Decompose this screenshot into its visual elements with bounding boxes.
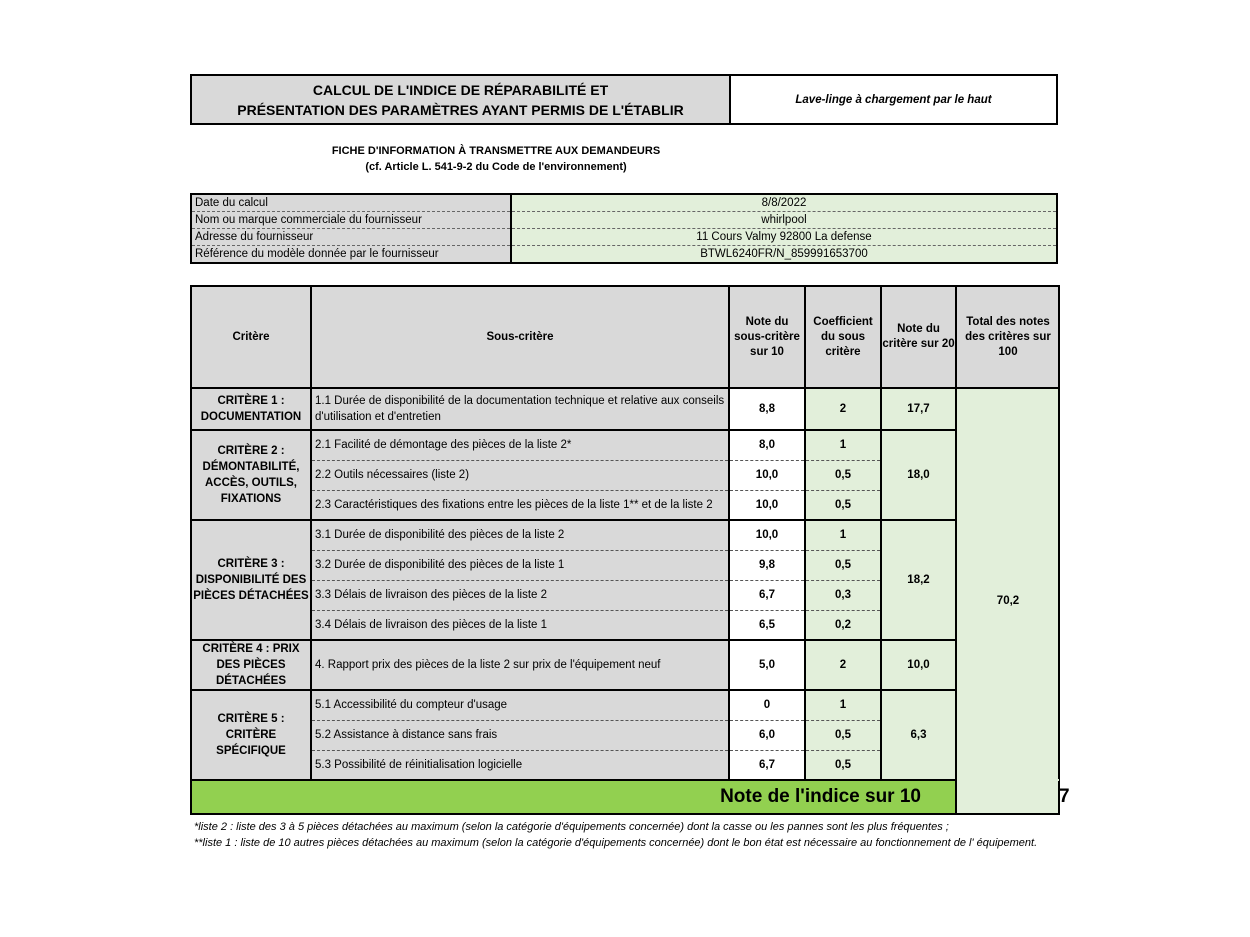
- sub-criterion-5-3: 5.3 Possibilité de réinitialisation logicielle: [311, 750, 729, 780]
- sub-criterion-3-3: 3.3 Délais de livraison des pièces de la liste 2: [311, 580, 729, 610]
- coef-3-3: 0,3: [805, 580, 881, 610]
- info-row: [191, 229, 1057, 246]
- coef-2-2: 0,5: [805, 460, 881, 490]
- note-5-3: 6,7: [729, 750, 805, 780]
- footnotes: [194, 819, 1054, 851]
- header-total: Total des notes des critères sur 100: [956, 286, 1059, 388]
- header-note-sous-critere: Note du sous-critère sur 10: [729, 286, 805, 388]
- coef-5-1: 1: [805, 690, 881, 720]
- note-3-1: 10,0: [729, 520, 805, 550]
- info-row: [191, 194, 1057, 212]
- score-criterion-2: 18,0: [881, 430, 956, 520]
- sub-criterion-4: 4. Rapport prix des pièces de la liste 2 sur prix de l'équipement neuf: [311, 640, 729, 690]
- header-sous-critere: Sous-critère: [311, 286, 729, 388]
- coef-2-1: 1: [805, 430, 881, 460]
- criterion-3: CRITÈRE 3 : DISPONIBILITÉ DES PIÈCES DÉTACHÉES: [191, 520, 311, 640]
- info-label: Adresse du fournisseur: [191, 229, 511, 246]
- header-coefficient: Coefficient du sous critère: [805, 286, 881, 388]
- sub-criterion-5-1: 5.1 Accessibilité du compteur d'usage: [311, 690, 729, 720]
- info-value: whirlpool: [511, 212, 1057, 229]
- final-score-label: Note de l'indice sur 10: [191, 780, 956, 814]
- note-5-1: 0: [729, 690, 805, 720]
- score-criterion-3: 18,2: [881, 520, 956, 640]
- note-1-1: 8,8: [729, 388, 805, 430]
- header-critere: Critère: [191, 286, 311, 388]
- sub-criterion-1-1: 1.1 Durée de disponibilité de la documentation technique et relative aux conseils d'utilisation et d'entretien: [311, 388, 729, 430]
- sub-criterion-3-4: 3.4 Délais de livraison des pièces de la liste 1: [311, 610, 729, 640]
- title-cell: [192, 76, 731, 123]
- coef-3-1: 1: [805, 520, 881, 550]
- coef-5-3: 0,5: [805, 750, 881, 780]
- product-type: Lave-linge à chargement par le haut: [795, 93, 992, 106]
- title-block: [190, 74, 1058, 125]
- coef-2-3: 0,5: [805, 490, 881, 520]
- coef-3-2: 0,5: [805, 550, 881, 580]
- note-3-2: 9,8: [729, 550, 805, 580]
- title-line-1: CALCUL DE L'INDICE DE RÉPARABILITÉ ET: [312, 81, 609, 98]
- criterion-1: CRITÈRE 1 : DOCUMENTATION: [191, 388, 311, 430]
- sub-criterion-2-1: 2.1 Facilité de démontage des pièces de la liste 2*: [311, 430, 729, 460]
- subheader-line-1: FICHE D'INFORMATION À TRANSMETTRE AUX DEMANDEURS: [331, 145, 661, 157]
- note-2-3: 10,0: [729, 490, 805, 520]
- coef-3-4: 0,2: [805, 610, 881, 640]
- criterion-5: CRITÈRE 5 : CRITÈRE SPÉCIFIQUE: [191, 690, 311, 780]
- score-criterion-4: 10,0: [881, 640, 956, 690]
- note-2-1: 8,0: [729, 430, 805, 460]
- score-criterion-1: 17,7: [881, 388, 956, 430]
- note-4: 5,0: [729, 640, 805, 690]
- info-label: Date du calcul: [191, 194, 511, 212]
- info-row: [191, 212, 1057, 229]
- sub-criterion-2-2: 2.2 Outils nécessaires (liste 2): [311, 460, 729, 490]
- note-5-2: 6,0: [729, 720, 805, 750]
- sub-criterion-3-2: 3.2 Durée de disponibilité des pièces de la liste 1: [311, 550, 729, 580]
- note-3-3: 6,7: [729, 580, 805, 610]
- coef-1-1: 2: [805, 388, 881, 430]
- coef-5-2: 0,5: [805, 720, 881, 750]
- criterion-4: CRITÈRE 4 : PRIX DES PIÈCES DÉTACHÉES: [191, 640, 311, 690]
- info-value: 8/8/2022: [511, 194, 1057, 212]
- coef-4: 2: [805, 640, 881, 690]
- total-score-100: 70,2: [956, 388, 1059, 814]
- info-label: Nom ou marque commerciale du fournisseur: [191, 212, 511, 229]
- criterion-2: CRITÈRE 2 : DÉMONTABILITÉ, ACCÈS, OUTILS, FIXATIONS: [191, 430, 311, 520]
- info-value: 11 Cours Valmy 92800 La defense: [511, 229, 1057, 246]
- scoring-table: Critère Sous-critère Note du sous-critère sur 10 Coefficient du sous critère Note du critère sur 20 Total des notes des critères sur 100 CRITÈRE 1 : DOCUMENTATION 1.1 Durée de disponibilité de la documentation technique et relative aux conseils d'utilisation et d'entretien 8,8 2 17,7 70,2 CRITÈRE 2 : DÉMONTABILITÉ, ACCÈS, OUTILS, FIXATIONS 2.1 Facilité de démontage des pièces de la liste 2* 8,0 1 18,0 2.2 Outils nécessaires (liste 2) 10,0 0,5 2.3 Caractéristiques des fixations entre les pièces de la liste 1** et de la liste 2 10,0 0,5 CRITÈRE 3 : DISPONIBILITÉ DES PIÈCES DÉTACHÉES 3.1 Durée de disponibilité des pièces de la liste 2 10,0 1 18,2 3.2 Durée de disponibilité des pièces de la liste 1 9,8 0,5 3.3 Délais de livraison des pièces de la liste 2 6,7 0,3 3.4 Délais de livraison des pièces de la liste 1 6,5 0,2 CRITÈRE 4 : PRIX DES PIÈCES DÉTACHÉES 4. Rapport prix des pièces de la liste 2 sur prix de l'équipement neuf 5,0 2 10,0 CRITÈRE 5 : CRITÈRE SPÉCIFIQUE 5.1 Accessibilité du compteur d'usage 0 1 6,3 5.2 Assistance à distance sans frais 6,0 0,5 5.3 Possibilité de réinitialisation logicielle 6,7 0,5 Note de l'indice sur 10 7: [190, 285, 1060, 815]
- info-value: BTWL6240FR/N_859991653700: [511, 246, 1057, 264]
- info-label: Référence du modèle donnée par le fournisseur: [191, 246, 511, 264]
- subheader-line-2: (cf. Article L. 541-9-2 du Code de l'environnement): [365, 161, 627, 173]
- footnote-liste-2: *liste 2 : liste des 3 à 5 pièces détachées au maximum (selon la catégorie d'équipements concernée) dont la casse ou les pannes sont les plus fréquentes ;: [194, 821, 949, 833]
- note-3-4: 6,5: [729, 610, 805, 640]
- supplier-info-table: [190, 193, 1058, 264]
- info-row: [191, 246, 1057, 264]
- title-line-2: PRÉSENTATION DES PARAMÈTRES AYANT PERMIS DE L'ÉTABLIR: [237, 101, 684, 118]
- score-criterion-5: 6,3: [881, 690, 956, 780]
- footnote-liste-1: **liste 1 : liste de 10 autres pièces détachées au maximum (selon la catégorie d'équipements concernée) dont le bon état est nécessaire au fonctionnement de l' équipement.: [194, 837, 1038, 849]
- sub-criterion-5-2: 5.2 Assistance à distance sans frais: [311, 720, 729, 750]
- note-2-2: 10,0: [729, 460, 805, 490]
- header-note-critere: Note du critère sur 20: [881, 286, 956, 388]
- sub-criterion-2-3: 2.3 Caractéristiques des fixations entre les pièces de la liste 1** et de la liste 2: [311, 490, 729, 520]
- sub-criterion-3-1: 3.1 Durée de disponibilité des pièces de la liste 2: [311, 520, 729, 550]
